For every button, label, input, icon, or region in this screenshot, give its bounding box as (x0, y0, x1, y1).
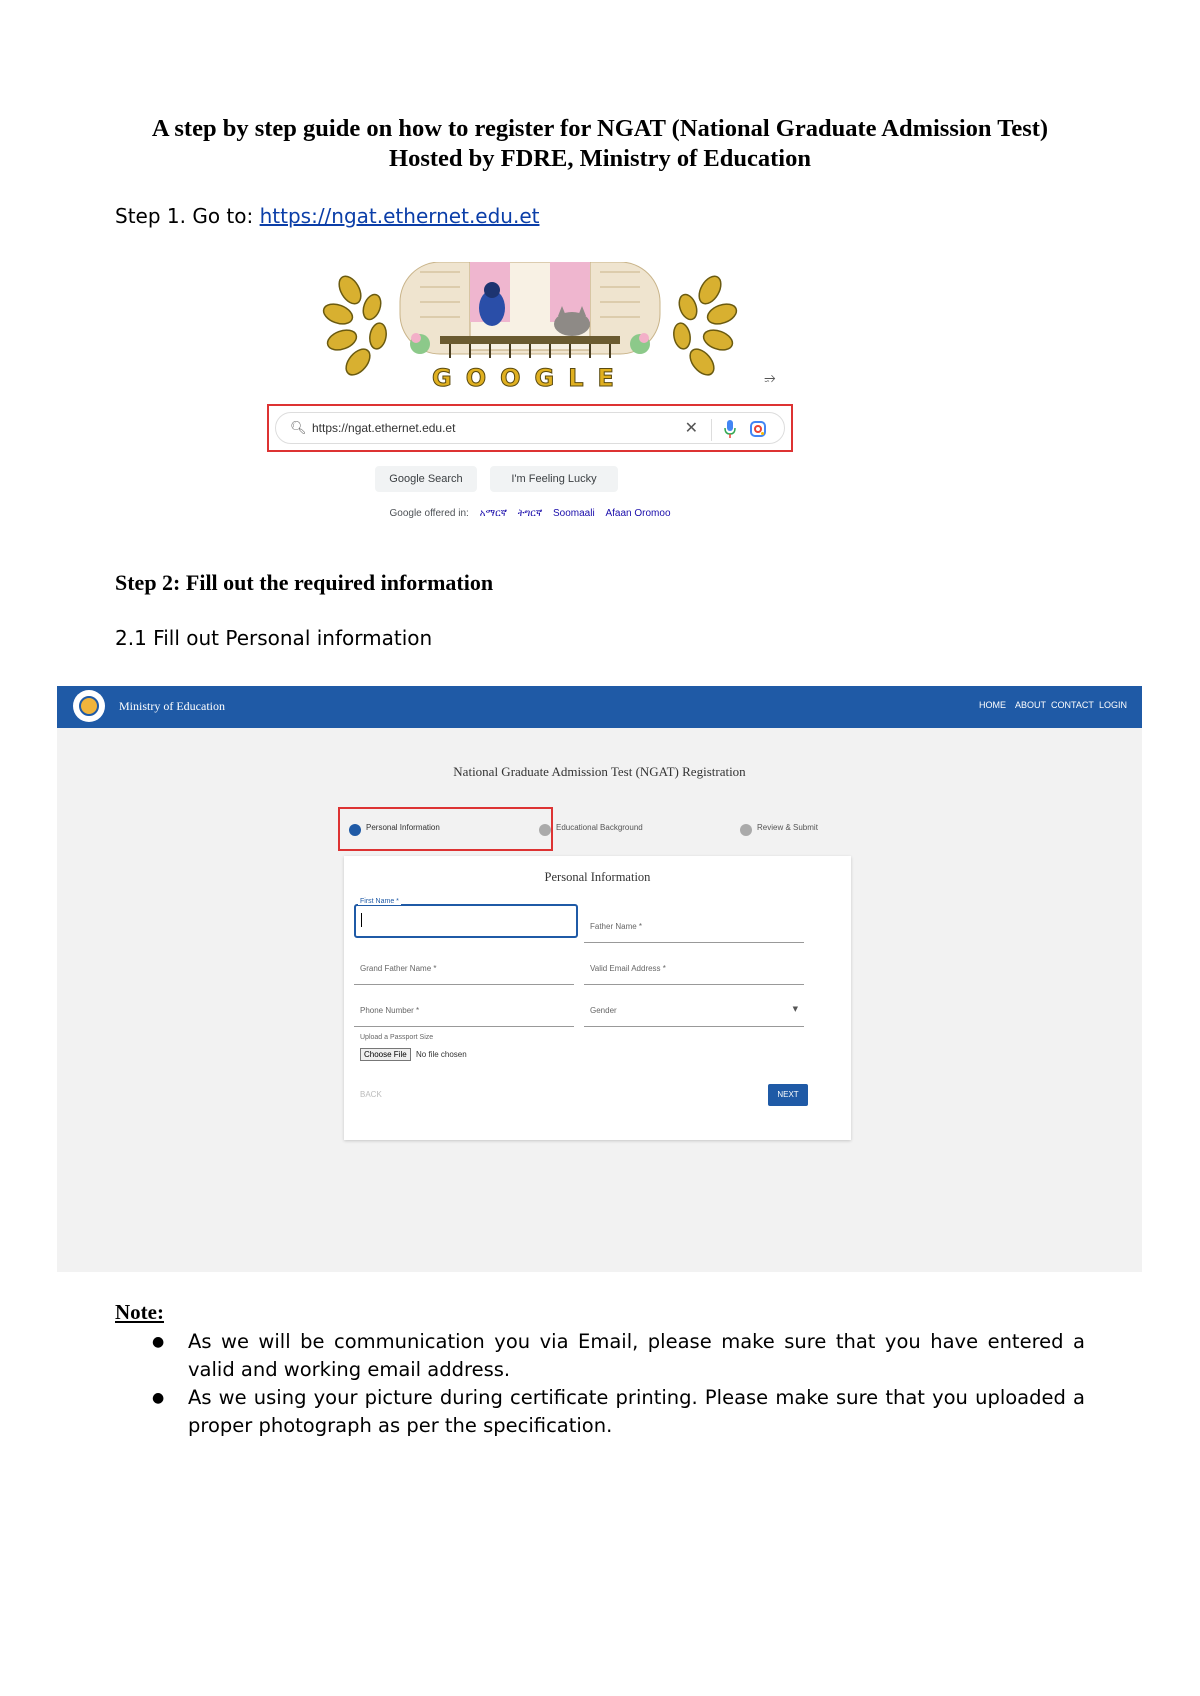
language-link[interactable]: አማርኛ (479, 508, 507, 519)
language-link[interactable]: ትግርኛ (517, 508, 543, 519)
nav-home[interactable]: HOME (979, 700, 1006, 710)
step-1-text (115, 204, 539, 228)
search-box-highlight (267, 404, 793, 452)
no-file-text: No file chosen (416, 1050, 467, 1059)
note-heading: Note: (115, 1300, 164, 1324)
step-3-indicator (740, 824, 752, 836)
upload-label: Upload a Passport Size (360, 1034, 434, 1041)
language-link[interactable]: Afaan Oromoo (605, 508, 671, 519)
phone-input[interactable] (354, 996, 574, 1027)
grandfather-name-label: Grand Father Name * (360, 964, 437, 973)
chevron-down-icon: ▼ (792, 1005, 798, 1013)
next-button[interactable]: NEXT (768, 1084, 808, 1106)
step-1-prefix: Step 1. Go to: (115, 204, 260, 228)
personal-information-card (344, 856, 851, 1140)
email-input[interactable] (584, 954, 804, 985)
clear-icon[interactable]: ✕ (684, 418, 698, 437)
step-1-label[interactable]: Personal Information (366, 823, 440, 832)
share-icon[interactable]: ⭌ (764, 370, 776, 386)
google-offered-in (260, 508, 800, 519)
search-icon: 🔍︎ (290, 421, 307, 436)
google-search-input[interactable] (275, 412, 785, 444)
document-title (80, 114, 1120, 174)
step-2-label[interactable]: Educational Background (556, 823, 643, 832)
father-name-input[interactable] (584, 912, 804, 943)
gender-label: Gender (590, 1006, 617, 1015)
registration-title: National Graduate Admission Test (NGAT) Registration (453, 764, 746, 779)
grandfather-name-input[interactable] (354, 954, 574, 985)
first-name-input[interactable] (354, 904, 578, 938)
microphone-icon[interactable] (724, 420, 736, 438)
email-label: Valid Email Address * (590, 964, 666, 973)
feeling-lucky-button[interactable]: I'm Feeling Lucky (490, 466, 618, 492)
title-line-1: A step by step guide on how to register for NGAT (National Graduate Admission Test) (151, 115, 1049, 142)
father-name-label: Father Name * (590, 922, 643, 931)
step-2-heading: Step 2: Fill out the required information (115, 570, 494, 595)
substep-2-1: 2.1 Fill out Personal information (115, 626, 433, 650)
note-item: ● As we will be communication you via Email, please make sure that you have entered a valid and working email address. (140, 1328, 1085, 1384)
step-2-indicator (539, 824, 551, 836)
title-line-2: Hosted by FDRE, Ministry of Education (389, 145, 811, 172)
search-value: https://ngat.ethernet.edu.et (312, 421, 456, 435)
nav-about[interactable]: ABOUT (1015, 700, 1047, 710)
step-1-indicator (349, 824, 361, 836)
google-lens-icon[interactable] (750, 421, 766, 437)
card-title: Personal Information (544, 870, 651, 884)
gender-select[interactable] (584, 996, 804, 1027)
google-doodle-image (320, 262, 740, 396)
note-list (140, 1328, 1085, 1440)
site-header (57, 686, 1142, 728)
first-name-label: First Name * (360, 898, 399, 905)
ngat-registration-screenshot (57, 686, 1142, 1272)
back-button[interactable]: BACK (360, 1090, 382, 1099)
ngat-link[interactable]: https://ngat.ethernet.edu.et (259, 204, 540, 228)
ministry-logo[interactable] (73, 690, 105, 722)
doodle-letters: GOOGLE (432, 364, 628, 392)
language-link[interactable]: Soomaali (552, 508, 595, 519)
site-name[interactable]: Ministry of Education (119, 699, 225, 713)
google-search-button[interactable]: Google Search (375, 466, 477, 492)
phone-label: Phone Number * (360, 1006, 420, 1015)
choose-file-button[interactable]: Choose File (360, 1048, 411, 1061)
step-3-label[interactable]: Review & Submit (757, 823, 818, 832)
text-cursor (361, 913, 362, 927)
note-item: ● As we using your picture during certificate printing. Please make sure that you uploaded a proper photograph as per the specification. (140, 1384, 1085, 1440)
offered-in-label: Google offered in: (389, 508, 469, 519)
nav-login[interactable]: LOGIN (1099, 700, 1128, 710)
nav-contact[interactable]: CONTACT (1051, 700, 1094, 710)
search-divider (711, 419, 712, 441)
google-search-screenshot (260, 262, 800, 530)
